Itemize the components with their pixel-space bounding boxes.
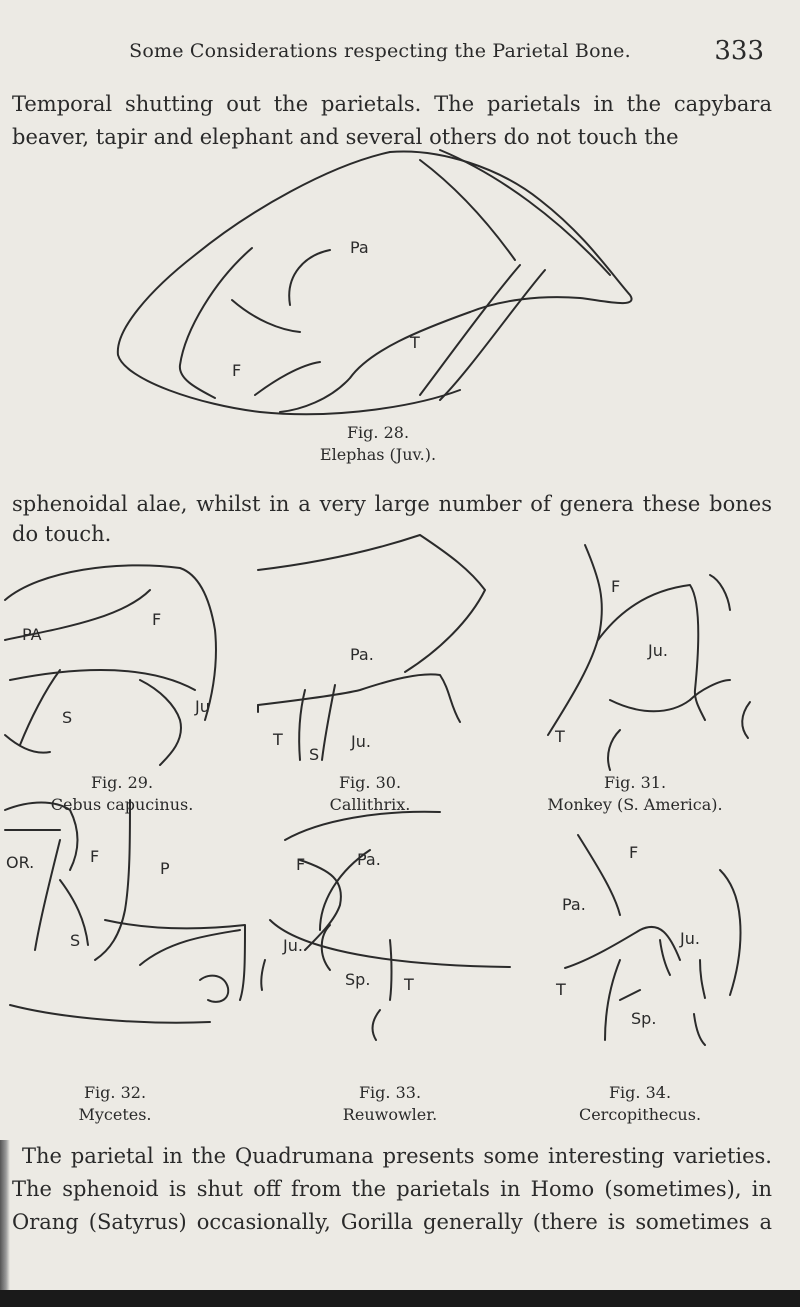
- fig28-label-pa: Pa: [350, 238, 369, 257]
- fig32-caption: [40, 1082, 190, 1126]
- paragraph-2-line-2: do touch.: [12, 522, 112, 546]
- fig29-number: Fig. 29.: [90, 773, 154, 792]
- fig29-drawing: [5, 565, 216, 765]
- paragraph-2-line-1: sphenoidal alae, whilst in a very large number of genera these bones: [12, 492, 772, 516]
- fig34-label-t: T: [556, 980, 566, 999]
- fig34-name: Cercopithecus.: [578, 1105, 702, 1124]
- fig28-number: Fig. 28.: [346, 423, 410, 442]
- fig33-name: Reuwowler.: [342, 1105, 438, 1124]
- fig33-label-sp: Sp.: [345, 970, 371, 989]
- fig30-number: Fig. 30.: [338, 773, 402, 792]
- paragraph-1-line-1: Temporal shutting out the parietals. The parietals in the capybara: [12, 92, 772, 116]
- fig29-label-s: S: [62, 708, 73, 727]
- fig32-label-or: OR.: [6, 853, 35, 872]
- paragraph-3-line-3: Orang (Satyrus) occasionally, Gorilla generally (there is sometimes a: [12, 1210, 772, 1234]
- fig34-label-pa: Pa.: [562, 895, 586, 914]
- fig29-label-f: F: [152, 610, 162, 629]
- fig34-number: Fig. 34.: [608, 1083, 672, 1102]
- fig34-label-ju: Ju.: [680, 929, 700, 948]
- fig28-drawing: [118, 150, 632, 414]
- fig32-name: Mycetes.: [78, 1105, 152, 1124]
- fig31-label-t: T: [555, 727, 565, 746]
- fig31-drawing: [548, 545, 750, 770]
- page-edge-shadow: [0, 1140, 10, 1307]
- fig32-label-f: F: [90, 847, 100, 866]
- page-bottom-edge: [0, 1290, 800, 1307]
- fig30-label-s: S: [309, 745, 320, 764]
- fig29-label-ju: Ju: [195, 697, 210, 716]
- fig31-number: Fig. 31.: [603, 773, 667, 792]
- fig34-label-sp: Sp.: [631, 1009, 657, 1028]
- fig30-label-t: T: [273, 730, 283, 749]
- fig32-label-s: S: [70, 931, 81, 950]
- fig31-name: Monkey (S. America).: [547, 795, 723, 814]
- paragraph-1-line-2: beaver, tapir and elephant and several others do not touch the: [12, 125, 679, 149]
- fig33-number: Fig. 33.: [358, 1083, 422, 1102]
- fig32-label-p: P: [160, 859, 170, 878]
- fig33-label-ju: Ju.: [283, 936, 303, 955]
- fig29-label-pa: PA: [22, 625, 42, 644]
- fig30-name: Callithrix.: [329, 795, 411, 814]
- fig29-caption: [12, 772, 232, 816]
- fig31-label-f: F: [611, 577, 621, 596]
- page-number: 333: [714, 36, 764, 66]
- fig34-label-f: F: [629, 843, 639, 862]
- fig30-caption: [290, 772, 450, 816]
- fig28-label-f: F: [232, 361, 242, 380]
- fig33-label-pa: Pa.: [357, 850, 381, 869]
- fig29-name: Cebus capucinus.: [50, 795, 194, 814]
- fig28-caption: [268, 422, 488, 466]
- fig28-name: Elephas (Juv.).: [319, 445, 437, 464]
- paragraph-3-line-2: The sphenoid is shut off from the parietals in Homo (sometimes), in: [12, 1177, 772, 1201]
- fig33-label-f: F: [296, 855, 306, 874]
- fig33-drawing: [261, 812, 510, 1040]
- fig31-label-ju: Ju.: [648, 641, 668, 660]
- fig32-number: Fig. 32.: [83, 1083, 147, 1102]
- fig33-caption: [300, 1082, 480, 1126]
- fig30-drawing: [258, 535, 485, 764]
- paragraph-3-line-1: The parietal in the Quadrumana presents some interesting varieties.: [22, 1144, 772, 1168]
- fig34-drawing: [555, 835, 741, 1045]
- fig32-drawing: [5, 800, 245, 1023]
- fig28-label-t: T: [410, 333, 420, 352]
- running-title: Some Considerations respecting the Parietal Bone.: [129, 40, 631, 62]
- fig31-caption: [520, 772, 750, 816]
- fig33-label-t: T: [404, 975, 414, 994]
- fig34-caption: [545, 1082, 735, 1126]
- fig30-label-pa: Pa.: [350, 645, 374, 664]
- fig30-label-ju: Ju.: [351, 732, 371, 751]
